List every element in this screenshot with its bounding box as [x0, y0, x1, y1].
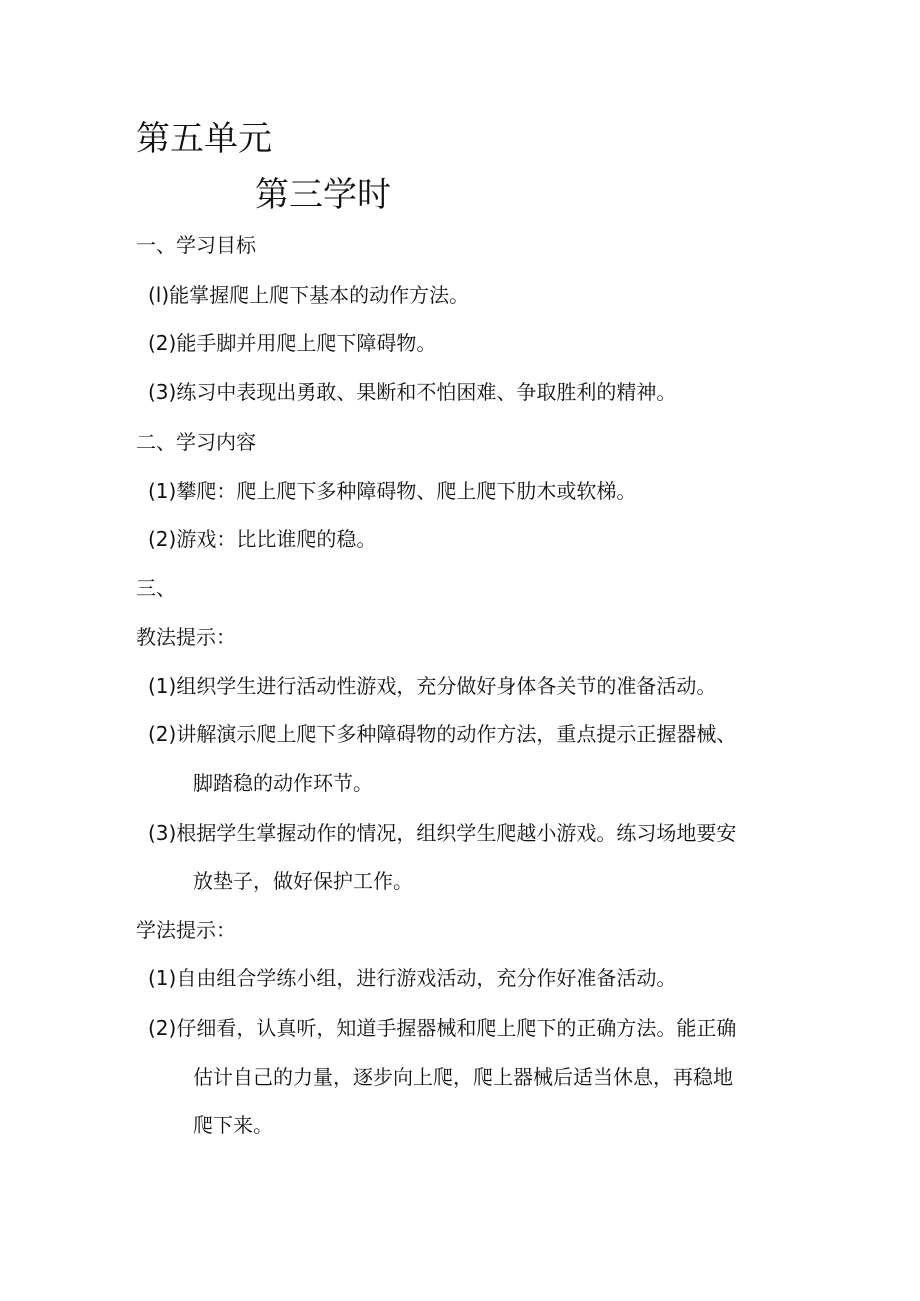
- learning-tip-item-2-cont-2: 爬下来。: [193, 1113, 273, 1137]
- goal-item-1: (l)能掌握爬上爬下基本的动作方法。: [148, 283, 470, 307]
- teaching-tip-item-3-cont: 放垫子，做好保护工作。: [193, 869, 413, 893]
- lesson-title: 第三学时: [255, 175, 391, 215]
- content-item-2: (2)游戏：比比谁爬的稳。: [148, 527, 377, 551]
- goals-heading: 一、学习目标: [136, 233, 256, 257]
- learning-tip-item-2-cont-1: 估计自己的力量，逐步向上爬，爬上器械后适当休息，再稳地: [193, 1065, 733, 1089]
- learning-tip-item-2: (2)仔细看，认真听，知道手握器械和爬上爬下的正确方法。能正确: [148, 1016, 737, 1040]
- teaching-tip-item-1: (1)组织学生进行活动性游戏，充分做好身体各关节的准备活动。: [148, 674, 717, 698]
- teaching-tips-heading: 教法提示：: [136, 625, 236, 649]
- teaching-tip-item-3: (3)根据学生掌握动作的情况，组织学生爬越小游戏。练习场地要安: [148, 821, 737, 845]
- teaching-tip-item-2-cont: 脚踏稳的动作环节。: [193, 771, 373, 795]
- teaching-tip-item-2: (2)讲解演示爬上爬下多种障碍物的动作方法，重点提示正握器械、: [148, 722, 737, 746]
- goal-item-2: (2)能手脚并用爬上爬下障碍物。: [148, 331, 437, 355]
- content-item-1: (1)攀爬：爬上爬下多种障碍物、爬上爬下肋木或软梯。: [148, 479, 637, 503]
- learning-tips-heading: 学法提示：: [136, 918, 236, 942]
- learning-tip-item-1: (1)自由组合学练小组，进行游戏活动，充分作好准备活动。: [148, 966, 677, 990]
- section3-heading: 三、: [136, 576, 176, 600]
- goal-item-3: (3)练习中表现出勇敢、果断和不怕困难、争取胜利的精神。: [148, 380, 677, 404]
- unit-title: 第五单元: [136, 119, 272, 159]
- content-heading: 二、学习内容: [136, 430, 256, 454]
